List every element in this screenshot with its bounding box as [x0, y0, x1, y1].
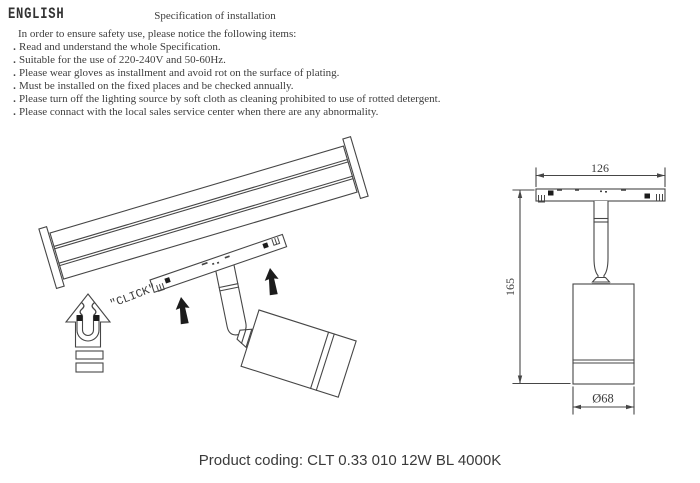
up-arrow-icon	[174, 296, 192, 325]
track-end-cap	[39, 227, 64, 289]
list-item	[10, 80, 450, 93]
bullet-dot: .	[13, 106, 16, 118]
up-arrow-icon	[263, 267, 281, 296]
technical-drawings	[0, 130, 700, 440]
list-item	[10, 41, 450, 54]
list-item-text: Please connact with the local sales service center when there are any abnormality.	[19, 106, 379, 118]
bullet-dot: .	[13, 67, 16, 79]
list-item-text: Please wear gloves as installment and avoid rot on the surface of plating.	[19, 67, 340, 79]
spotlight-head	[230, 306, 357, 397]
lamp-body	[573, 284, 634, 384]
list-item-text: Please turn off the lighting source by soft cloth as cleaning prohibited to use of rotted detergent.	[19, 93, 441, 105]
magnet-arrow-icon	[66, 294, 110, 372]
bullet-dot: .	[13, 80, 16, 92]
stack-plate	[76, 363, 103, 372]
track-end-cap	[343, 137, 368, 199]
dimension-width	[536, 161, 665, 187]
dimension-drawing	[503, 161, 665, 414]
height-dim-label: 165	[503, 278, 517, 296]
magnet-pole	[77, 315, 83, 321]
stack-plate	[76, 351, 103, 359]
diameter-dim-label: Ø68	[592, 391, 614, 406]
instructions-intro: In order to ensure safety use, please notice the following items:	[18, 28, 297, 40]
safety-instructions	[10, 28, 450, 119]
width-dim-label: 126	[591, 161, 609, 175]
language-label: ENGLISH	[8, 5, 65, 23]
product-coding: Product coding: CLT 0.33 010 12W BL 4000K	[198, 452, 502, 469]
stem-foot	[593, 278, 610, 283]
list-item	[10, 67, 450, 80]
list-item-text: Read and understand the whole Specification.	[19, 41, 221, 53]
dimension-diameter	[573, 387, 634, 414]
list-item-text: Must be installed on the fixed places and be checked annually.	[19, 80, 294, 92]
plate-contact	[548, 191, 554, 196]
list-item-text: Suitable for the use of 220-240V and 50-60Hz.	[19, 54, 226, 66]
page-title: Specification of installation	[154, 10, 276, 22]
list-item	[10, 54, 450, 67]
list-item	[10, 106, 450, 119]
bullet-dot: .	[13, 54, 16, 66]
stem-profile	[594, 201, 608, 278]
magnet-pole	[94, 315, 100, 321]
list-item	[10, 93, 450, 106]
click-label: "CLICK"	[108, 281, 158, 312]
bullet-dot: .	[13, 41, 16, 53]
dimension-height	[503, 190, 570, 384]
plate-contact	[645, 194, 651, 199]
installation-diagram	[39, 137, 368, 398]
bullet-dot: .	[13, 93, 16, 105]
